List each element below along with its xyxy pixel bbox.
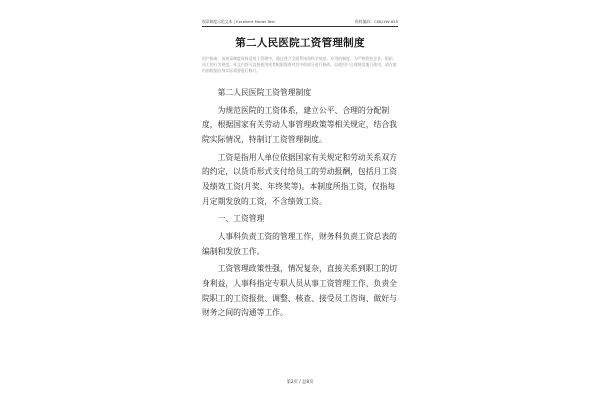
section-heading: 一、工资管理 (217, 214, 265, 224)
document-body (202, 86, 400, 324)
body-paragraph: 为规范医院的工资体系，建立公平、合理的分配制度，根据国家有关劳动人事管理政策等相关规定，结合我院实际情况，特制订工资管理制度。 (202, 105, 397, 144)
document-title: 第二人民医院工资管理制度 (235, 37, 365, 49)
header-doc-type: 规章制度示范文本 | Excellent Model Text (202, 19, 275, 24)
body-paragraph: 人事科负责工资的管理工作，财务科负责工资总表的编制和发放工作。 (202, 232, 397, 256)
user-guide-notice: 用户指南：该规章制度资料适用于管理中，通过建立全面系统和科学规范、专用的制度、为严格管控企业、组织、员工的行为规范。本文内容可直接使用或者根据需要对其中的部分进行修改，以使用户合理规范地行使用，请在使用前根据自身实际需要进行修订。 (202, 56, 397, 74)
page-indicator: 第2页 / 总8页 (286, 380, 314, 385)
header-doc-code: 资料编码：CSKJ-YW-655 (355, 19, 398, 24)
page-header (202, 18, 398, 27)
body-paragraph: 工资管理政策性强，情况复杂，直接关系到职工的切身利益，人事科指定专职人员从事工资管理工作，负责全院职工的工资报批、调整、核查、接受员工咨询、做好与财务之间的沟通等工作。 (202, 264, 397, 318)
body-paragraph: 工资是指用人单位依据国家有关规定和劳动关系双方的约定，以货币形式支付给员工的劳动报酬，包括月工资及绩效工资(月奖、年终奖等)。本制度所指工资，仅指每月定期发放的工资，不含绩效工资。 (202, 152, 397, 206)
body-paragraph: 第二人民医院工资管理制度 (217, 88, 312, 97)
